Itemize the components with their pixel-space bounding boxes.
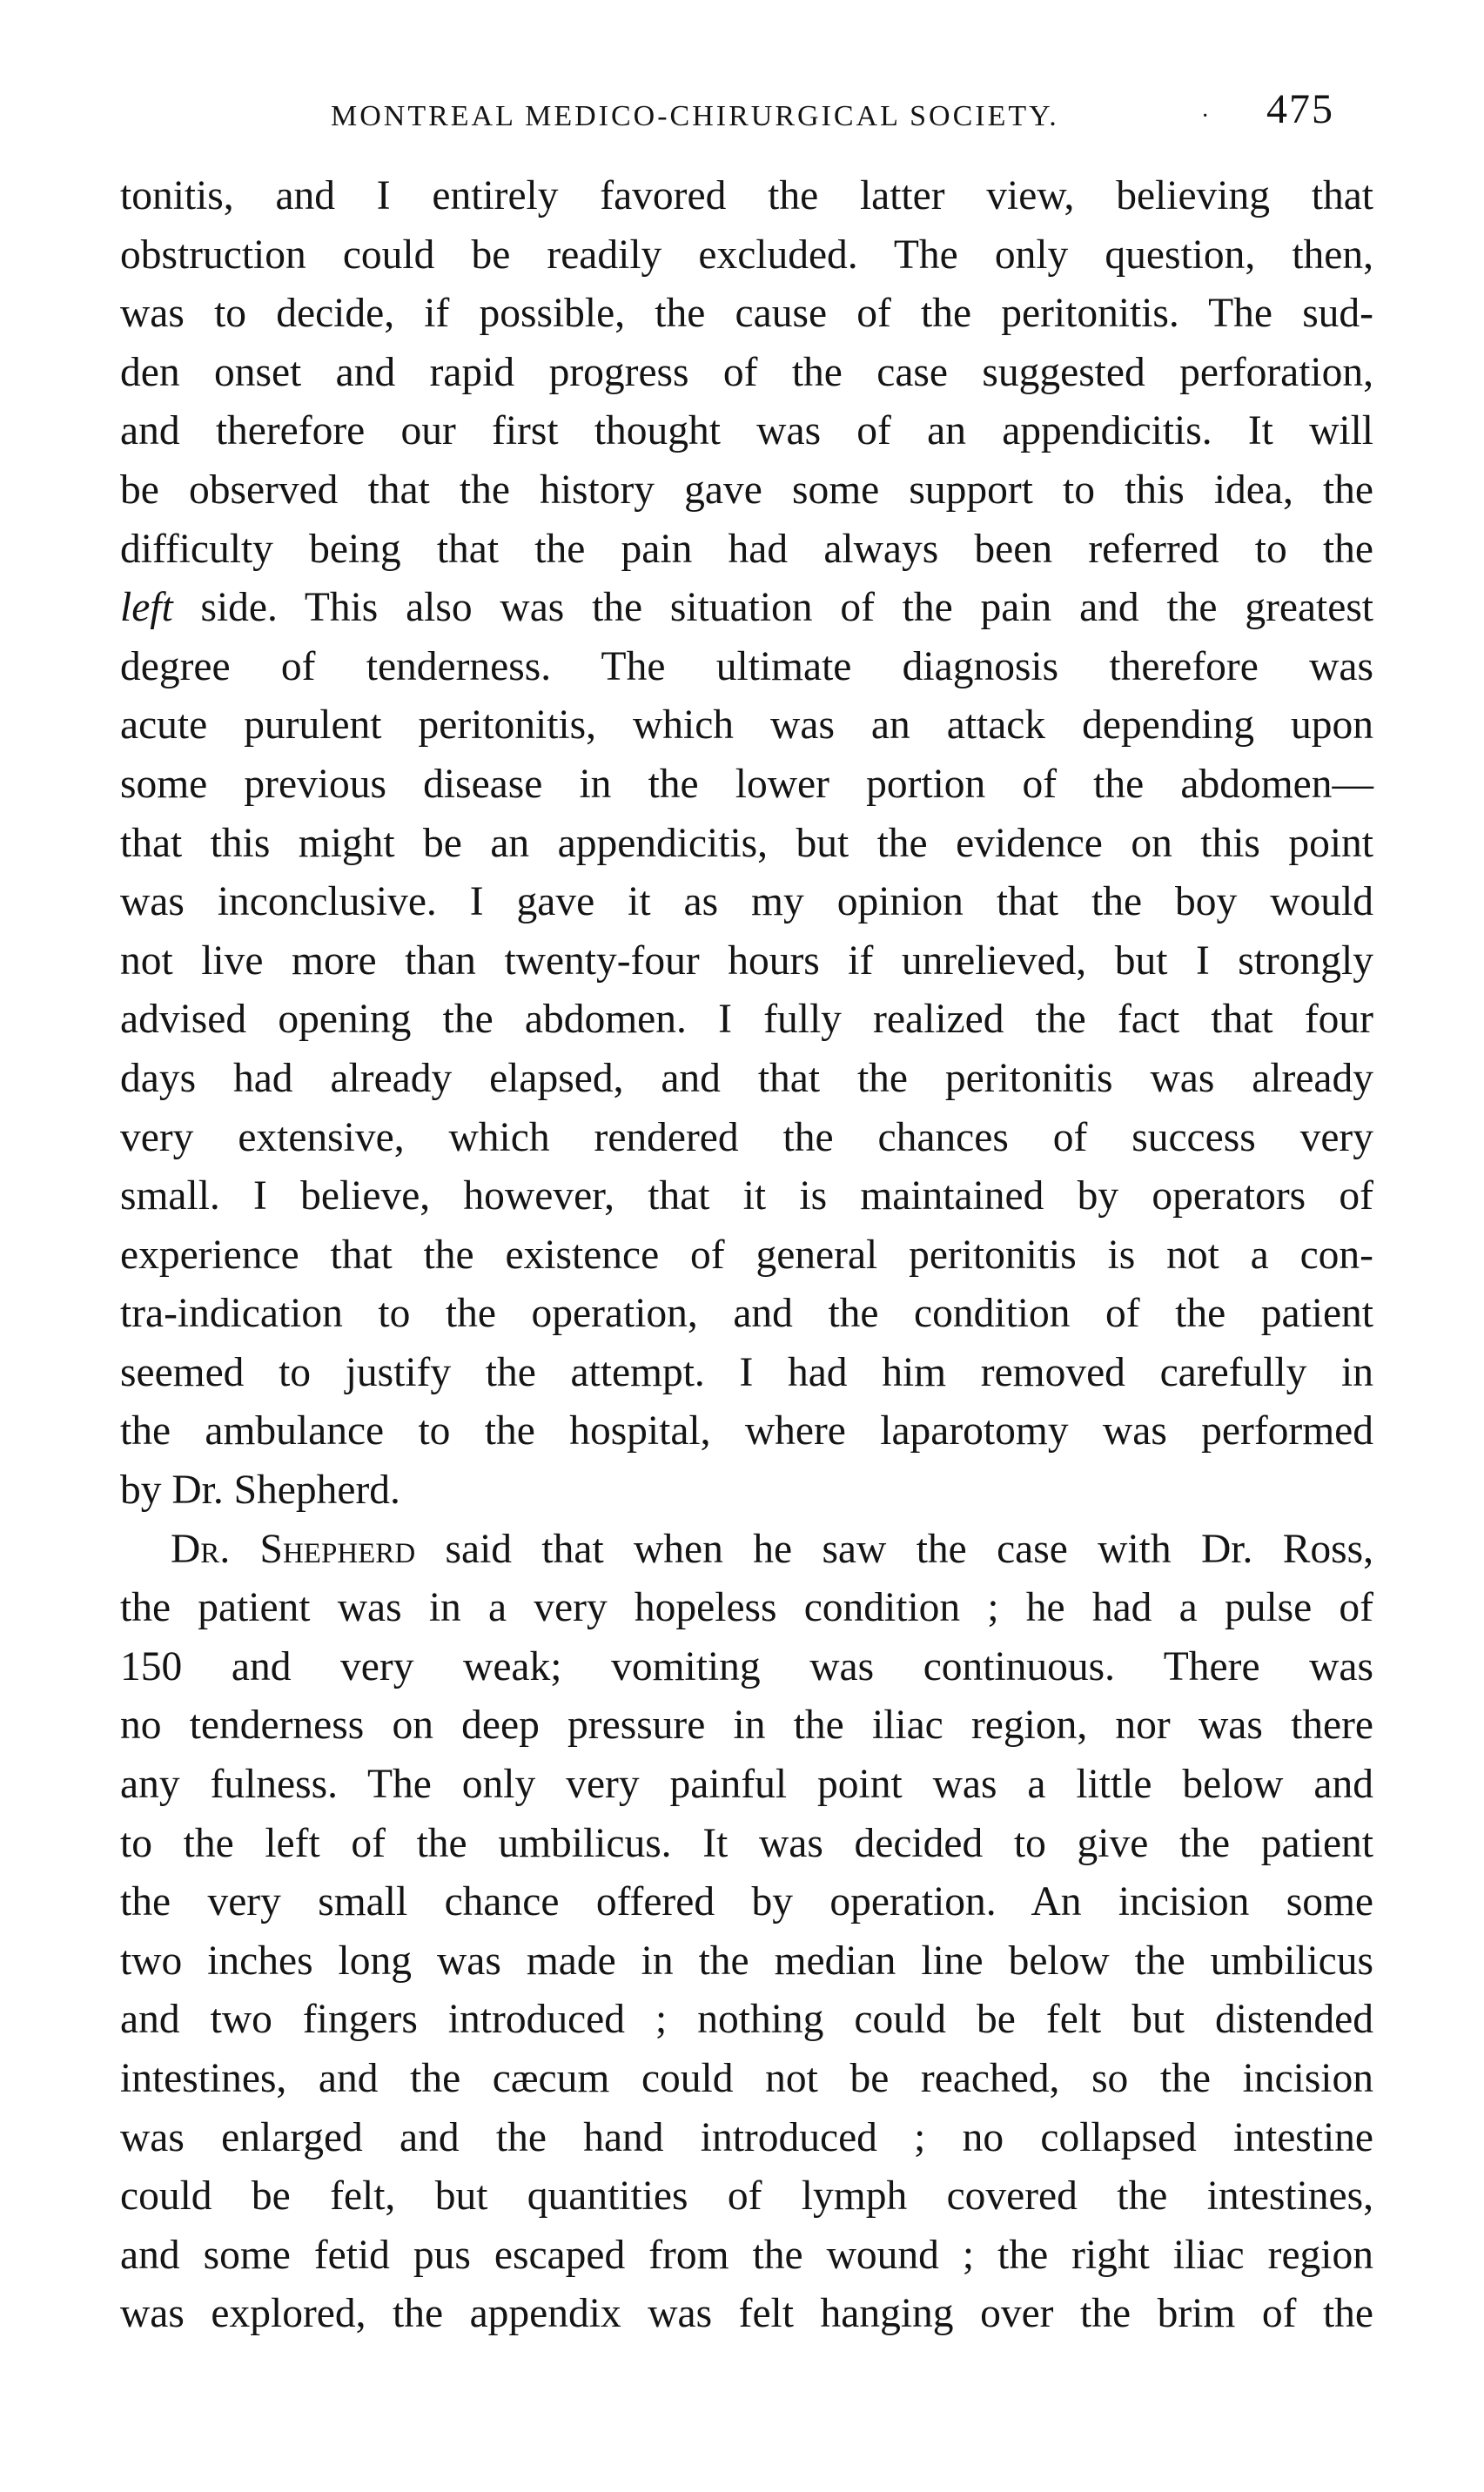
text-line: to the left of the umbilicus. It was decided to give the patient: [120, 1820, 1373, 1866]
running-head: [331, 91, 1375, 143]
text-line: any fulness. The only very painful point was a little below and: [120, 1762, 1373, 1808]
text-line: could be felt, but quantities of lymph covered the intestines,: [120, 2173, 1373, 2220]
separator-mark: ·: [1201, 103, 1212, 130]
text-line: by Dr. Shepherd.: [120, 1468, 400, 1514]
text-line: be observed that the history gave some support to this idea, the: [120, 467, 1373, 513]
text-line-rest: side. This also was the situation of the pain and the greatest: [200, 585, 1374, 631]
text-line: [120, 579, 1373, 638]
running-title: MONTREAL MEDICO-CHIRURGICAL SOCIETY.: [331, 100, 1059, 132]
text-line: was explored, the appendix was felt hanging over the brim of the: [120, 2291, 1373, 2337]
text-line: no tenderness on deep pressure in the iliac region, nor was there: [120, 1703, 1373, 1749]
text-line: and two fingers introduced ; nothing could be felt but distended: [120, 1997, 1373, 2043]
text-line-rest: said that when he saw the case with Dr. Ross,: [445, 1526, 1374, 1572]
text-line: acute purulent peritonitis, which was an attack depending upon: [120, 702, 1373, 749]
text-line: the ambulance to the hospital, where laparotomy was performed: [120, 1408, 1373, 1454]
text-line: den onset and rapid progress of the case suggested perforation,: [120, 349, 1373, 395]
text-line: the very small chance offered by operation. An incision some: [120, 1879, 1373, 1925]
text-line: small. I believe, however, that it is maintained by operators of: [120, 1173, 1373, 1219]
text-line: was to decide, if possible, the cause of the peritonitis. The sud-: [120, 291, 1373, 337]
text-line: was inconclusive. I gave it as my opinion that the boy would: [120, 879, 1373, 925]
text-line: the patient was in a very hopeless condition ; he had a pulse of: [120, 1585, 1373, 1631]
text-line: and some fetid pus escaped from the wound ; the right iliac region: [120, 2232, 1373, 2278]
italic-word: left: [120, 585, 173, 631]
text-line: seemed to justify the attempt. I had him removed carefully in: [120, 1349, 1373, 1395]
text-line: days had already elapsed, and that the peritonitis was already: [120, 1055, 1373, 1101]
text-line: that this might be an appendicitis, but the evidence on this point: [120, 820, 1373, 866]
text-line: experience that the existence of general peritonitis is not a con-: [120, 1232, 1373, 1278]
text-line: [120, 1521, 1373, 1580]
text-line: some previous disease in the lower portion of the abdomen—: [120, 761, 1373, 807]
text-line: two inches long was made in the median line below the umbilicus: [120, 1938, 1373, 1984]
text-line: degree of tenderness. The ultimate diagnosis therefore was: [120, 643, 1373, 689]
text-line: was enlarged and the hand introduced ; no collapsed intestine: [120, 2114, 1373, 2160]
body-text: [120, 167, 1373, 2344]
text-line: obstruction could be readily excluded. The only question, then,: [120, 232, 1373, 278]
text-line: and therefore our first thought was of an appendicitis. It will: [120, 408, 1373, 454]
text-line: difficulty being that the pain had always been referred to the: [120, 526, 1373, 572]
text-line: not live more than twenty-four hours if unrelieved, but I strongly: [120, 937, 1373, 984]
text-line: very extensive, which rendered the chances of success very: [120, 1114, 1373, 1160]
text-line: tra-indication to the operation, and the condition of the patient: [120, 1291, 1373, 1337]
text-line: advised opening the abdomen. I fully realized the fact that four: [120, 997, 1373, 1043]
text-line: tonitis, and I entirely favored the latter view, believing that: [120, 173, 1373, 218]
page-number: 475: [1266, 86, 1334, 132]
text-line: intestines, and the cæcum could not be reached, so the incision: [120, 2056, 1373, 2101]
text-line: 150 and very weak; vomiting was continuous. There was: [120, 1643, 1373, 1689]
speaker-name: Dr. Shepherd: [171, 1526, 416, 1572]
